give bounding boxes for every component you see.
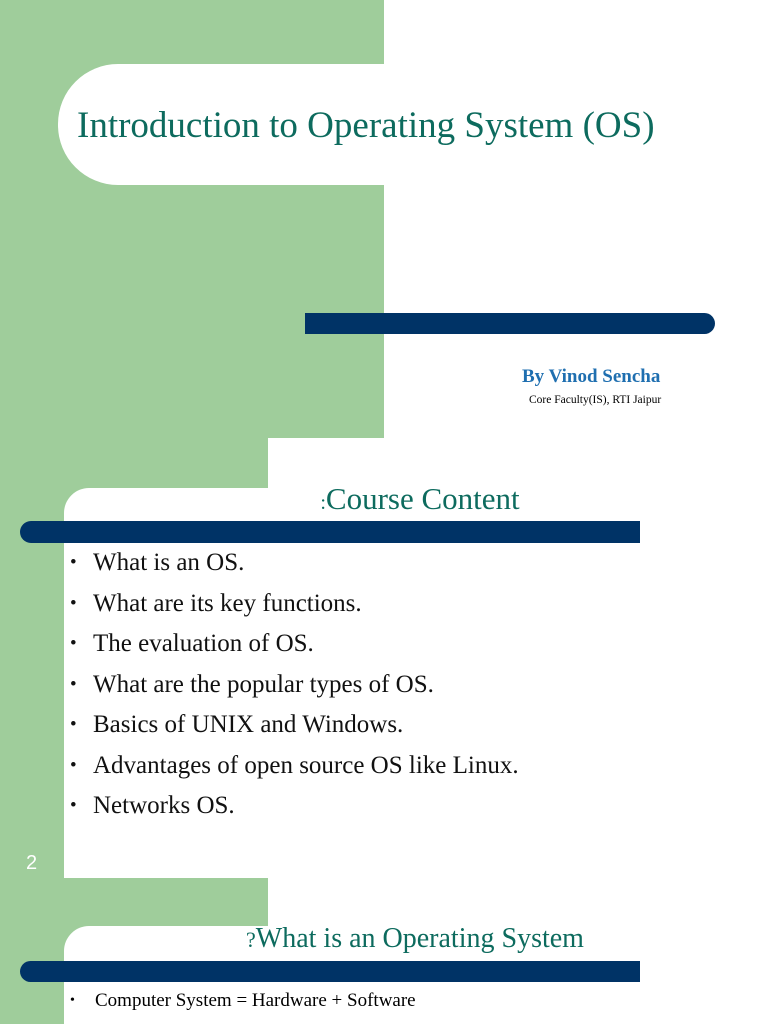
slide2-page-number: 2 [26,852,38,874]
list-item-text: What is an OS. [93,549,245,576]
bullet-icon: • [70,993,75,1008]
bullet-icon: • [70,673,77,695]
bullet-icon: • [70,754,77,776]
list-item-text: The evaluation of OS. [93,630,314,657]
bullet-icon: • [70,552,77,573]
list-item [70,988,416,1018]
slide1-affiliation: Core Faculty(IS), RTI Jaipur [529,394,662,406]
list-item [70,789,519,830]
slide3-title-text: What is an Operating System [255,923,584,954]
slide3-bullet-list [70,988,416,1018]
bullet-icon: • [70,714,77,735]
slide1-title: Introduction to Operating System (OS) [77,105,655,146]
list-item-text: What are its key functions. [93,589,362,617]
list-item [70,708,519,749]
slide2-divider-bar [20,521,640,543]
slide3-divider-bar [20,961,640,982]
slide3-title [0,923,768,955]
slide2-title-text: Course Content [325,481,520,516]
slide1-divider-bar [305,313,715,334]
list-item [70,668,519,709]
list-item [70,749,519,790]
bullet-icon: • [70,633,77,654]
list-item-text: What are the popular types of OS. [93,670,434,698]
bullet-icon: • [70,592,77,614]
list-item-text: Computer System = Hardware + Software [95,990,416,1011]
list-item-text: Basics of UNIX and Windows. [93,711,404,738]
bullet-icon: • [70,795,77,816]
slide2-title [0,481,768,517]
slide3-title-prefix: ? [246,927,256,952]
slide2-bullet-list [70,546,519,830]
list-item [70,587,519,628]
slide2-title-prefix: : [320,492,326,514]
list-item [70,546,519,587]
list-item-text: Advantages of open source OS like Linux. [93,751,519,779]
list-item [70,627,519,668]
slide1-author: By Vinod Sencha [522,366,661,387]
list-item-text: Networks OS. [93,792,235,819]
